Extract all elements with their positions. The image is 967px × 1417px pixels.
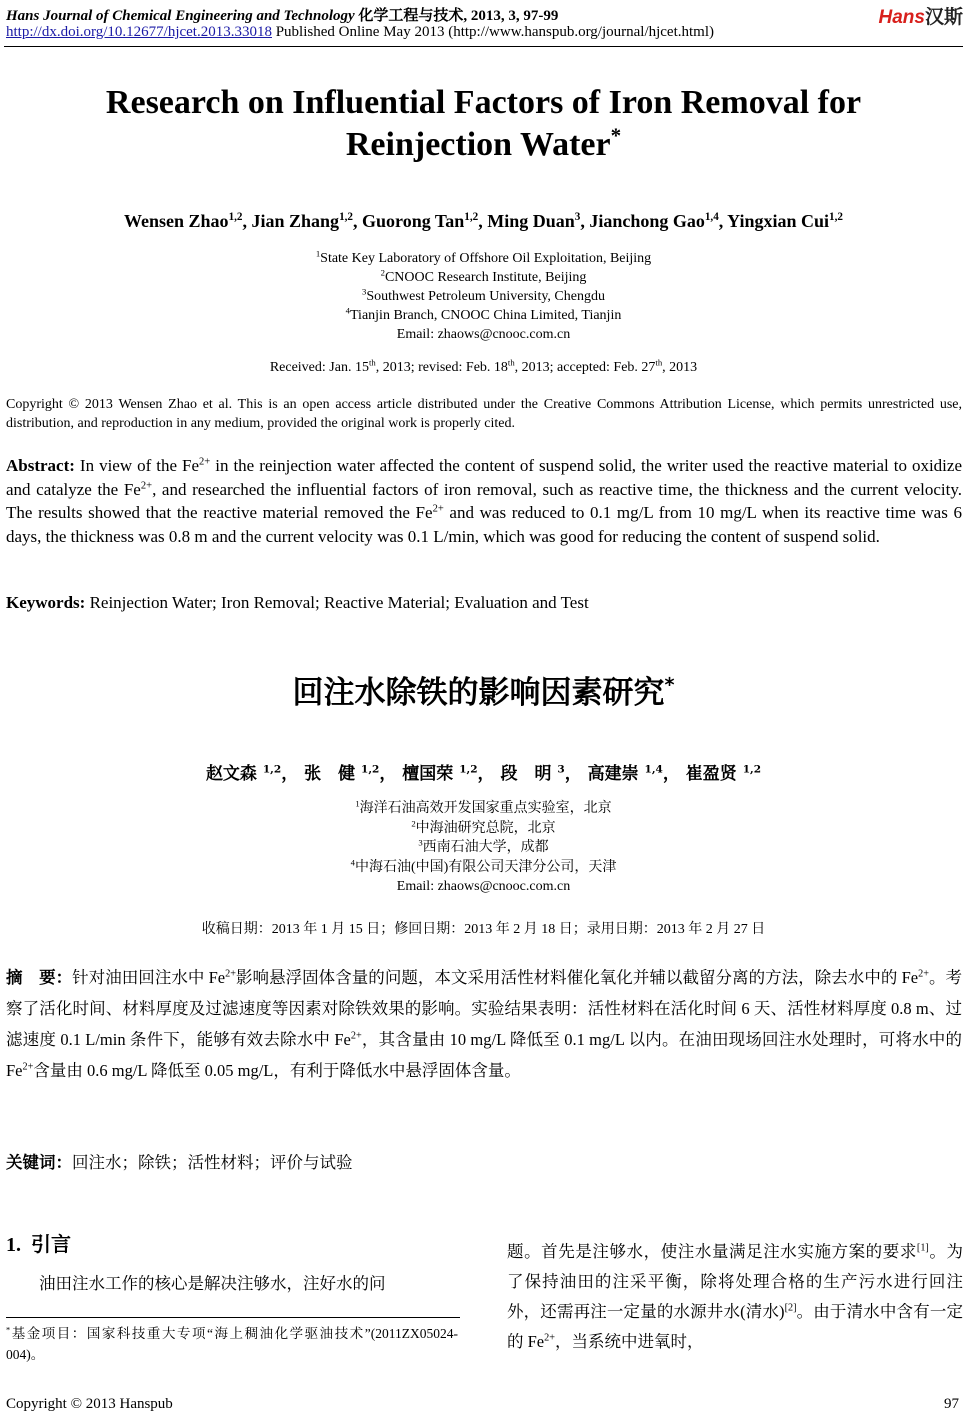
cn-title-text: 回注水除铁的影响因素研究: [292, 675, 665, 711]
keywords: [6, 593, 589, 613]
author-list: Wensen Zhao$^{1,2}$, Jian Zhang$^{1,2}$, Guorong Tan$^{1,2}$, Ming Duan$^3$, Jianchong Gao$^{1,4}$, Yingxian Cui$^{1,2}$: [124, 211, 843, 231]
journal-name: Hans Journal of Chemical Engineering and Technology: [6, 8, 355, 24]
section-heading: [6, 1228, 71, 1257]
email: Email: zhaows@cnooc.com.cn: [396, 327, 571, 342]
affiliation-text: Tianjin Branch, CNOOC China Limited, Tianjin: [350, 308, 622, 323]
abstract-label: Abstract:: [6, 456, 75, 475]
cn-keywords-label: 关键词：: [6, 1153, 72, 1172]
title-line-1: Research on Influential Factors of Iron Removal for: [105, 84, 862, 121]
keywords-label: Keywords:: [6, 593, 86, 612]
paragraph-text: ，当系统中进氧时，: [555, 1332, 704, 1351]
cn-email: Email: zhaows@cnooc.com.cn: [396, 879, 571, 894]
abstract-text: and was reduced to 0.1 mg/L from 10 mg/L when its reactive time was 6 days, the thickness was 0.8 m and the current velocity was 0.1 L/min, which was good for reducing the content of suspend solid.: [6, 503, 962, 546]
journal-name-cn: 化学工程与技术, 2013, 3, 97-99: [358, 8, 559, 24]
cn-abstract-text: 针对油田回注水中 Fe: [72, 968, 226, 987]
keywords-text: Reinjection Water; Iron Removal; Reactive Material; Evaluation and Test: [85, 593, 589, 612]
cn-affiliation: [0, 858, 967, 878]
cn-abstract-text: 。考察了活化时间、材料厚度及过滤速度等因素对除铁效果的影响。实验结果表明：活性材料在活化时间 6 天、活性材料厚度 0.8 m、过滤速度 0.1 L/min 条件下，能够有效去除水中 Fe: [6, 968, 963, 1049]
author-affiliation: 1,2: [339, 211, 354, 223]
ordinal-suffix: th: [368, 357, 376, 368]
affiliation-text: 中海油研究总院，北京: [415, 820, 556, 836]
affiliation-number: 3: [418, 837, 423, 848]
author-name: Jianchong Gao: [589, 211, 705, 231]
cn-abstract-text: 影响悬浮固体含量的问题，本文采用活性材料催化氧化并辅以截留分离的方法，除去水中的 Fe: [235, 968, 919, 987]
title-line-2: [0, 124, 967, 166]
affiliation-number: 4: [345, 305, 350, 316]
superscript: 2+: [225, 968, 236, 980]
journal-links: [6, 24, 714, 41]
affiliation-text: 海洋石油高效开发国家重点实验室，北京: [359, 801, 612, 816]
cn-affiliation: [0, 799, 967, 819]
affiliation: [0, 249, 967, 268]
title-footnote-mark: *: [664, 673, 675, 697]
cn-abstract: [6, 962, 962, 1086]
title-text-2: Reinjection Water: [345, 126, 611, 163]
title-footnote-mark: *: [610, 123, 622, 148]
paragraph-text: 。由于清水中含有一定的 Fe: [507, 1302, 963, 1351]
author-affiliation: 1,4: [644, 763, 663, 776]
superscript: 2+: [350, 1030, 362, 1042]
cn-affiliation-list: [0, 799, 967, 897]
year-text: , 2013: [662, 360, 698, 375]
received-dates: [0, 357, 967, 376]
revised-text: , 2013; revised: Feb. 18: [375, 360, 508, 375]
left-column-text: [6, 1270, 458, 1298]
copyright-notice: Copyright © 2013 Wensen Zhao et al. This is an open access article distributed under the Creative Commons Attribution License, which permits unrestricted use, distribution, and reproduction in any medium, provided the original work is properly cited.: [6, 397, 962, 431]
author-affiliation: 1,2: [262, 763, 282, 776]
affiliation-number: 1: [355, 798, 360, 809]
citation-ref[interactable]: [2]: [784, 1302, 797, 1314]
footnote-mark: *: [6, 1325, 11, 1335]
author-affiliation: 1,2: [464, 211, 479, 223]
abstract-text: , and researched the influential factors of iron removal, such as reactive time, the thickness and the current velocity. The results showed that the reactive material removed the Fe: [6, 479, 962, 522]
author-name: Yingxian Cui: [727, 211, 830, 231]
author-affiliation: 1,4: [704, 211, 719, 223]
cn-author-name: 崔盈贤: [685, 764, 737, 784]
cn-author-name: 张 健: [304, 764, 356, 784]
published-info: Published Online May 2013 (http://www.hanspub.org/journal/hjcet.html): [275, 24, 715, 40]
affiliation-number: 2: [411, 817, 416, 828]
affiliation-number: 2: [380, 267, 385, 278]
cn-abstract-text: 含量由 0.6 mg/L 降低至 0.05 mg/L，有利于降低水中悬浮固体含量。: [33, 1061, 521, 1080]
section-number: 1.: [6, 1234, 21, 1256]
paragraph: 油田注水工作的核心是解决注够水，注好水的问: [39, 1274, 386, 1293]
author-name: Jian Zhang: [251, 211, 340, 231]
superscript: 2+: [544, 1332, 555, 1344]
affiliation-number: 1: [315, 248, 321, 259]
author-affiliation: 1,2: [361, 763, 380, 776]
header-divider: [4, 46, 963, 47]
affiliation-list: [0, 249, 967, 344]
author-affiliation: 3: [557, 763, 565, 776]
logo-latin: Hans: [878, 7, 925, 28]
abstract: [6, 454, 962, 548]
author-name: Ming Duan: [487, 211, 575, 231]
superscript: 2+: [432, 503, 444, 515]
footnote-text: 基金项目：国家科技重大专项“海上稠油化学驱油技术”(2011ZX05024-004)。: [6, 1326, 458, 1362]
superscript: 2+: [22, 1061, 34, 1073]
hans-logo: [879, 2, 963, 29]
citation-ref[interactable]: [1]: [916, 1242, 929, 1254]
cn-author-list: 赵文森 $^{1,2}$， 张 健 $^{1,2}$， 檀国荣 $^{1,2}$， 段 明 $^3$， 高建崇 $^{1,4}$， 崔盈贤 $^{1,2}$: [205, 763, 762, 784]
abstract-text: in the reinjection water affected the content of suspend solid, the writer used the reactive material to oxidize and catalyze the Fe: [6, 456, 963, 499]
paper-title: [0, 82, 967, 166]
doi-link[interactable]: http://dx.doi.org/10.12677/hjcet.2013.33018: [6, 24, 272, 40]
accepted-text: , 2013; accepted: Feb. 27: [514, 360, 656, 375]
ordinal-suffix: th: [507, 357, 515, 368]
cn-author-name: 高建崇: [587, 764, 639, 784]
paragraph-text: 题。首先是注够水，使注水量满足注水实施方案的要求: [507, 1242, 917, 1261]
cn-author-name: 檀国荣: [402, 764, 454, 784]
author-affiliation: 1,2: [459, 763, 478, 776]
page-number: 97: [944, 1396, 959, 1412]
superscript: 2+: [199, 456, 211, 468]
author-affiliation: 1,2: [829, 211, 843, 223]
journal-header: [6, 4, 558, 25]
affiliation-text: State Key Laboratory of Offshore Oil Exploitation, Beijing: [320, 251, 652, 266]
affiliation-number: 3: [362, 286, 367, 297]
affiliation-text: Southwest Petroleum University, Chengdu: [366, 289, 605, 304]
author-affiliation: 3: [574, 211, 581, 223]
affiliation: [0, 268, 967, 287]
abstract-text: In view of the Fe: [74, 456, 200, 475]
superscript: 2+: [140, 479, 153, 491]
footer-copyright: Copyright © 2013 Hanspub: [6, 1396, 173, 1412]
ordinal-suffix: th: [655, 357, 663, 368]
affiliation: [0, 287, 967, 306]
author-affiliation: 1,2: [742, 763, 762, 776]
affiliation-text: 西南石油大学，成都: [422, 840, 549, 855]
affiliation: [0, 306, 967, 325]
cn-author-name: 赵文森: [205, 764, 257, 784]
cn-affiliation: [0, 819, 967, 839]
affiliation-number: 4: [350, 856, 355, 867]
cn-author-name: 段 明: [500, 764, 552, 784]
superscript: 2+: [918, 968, 929, 980]
author-affiliation: 1,2: [228, 211, 243, 223]
cn-affiliation: [0, 838, 967, 858]
cn-keywords: [6, 1149, 353, 1173]
cn-paper-title: [0, 667, 967, 712]
affiliation-text: 中海石油(中国)有限公司天津分公司，天津: [355, 859, 617, 875]
cn-abstract-label: 摘 要：: [6, 968, 73, 987]
right-column-text: [507, 1237, 963, 1357]
cn-keywords-text: 回注水；除铁；活性材料；评价与试验: [72, 1153, 353, 1172]
cn-abstract-text: ，其含量由 10 mg/L 降低至 0.1 mg/L 以内。在油田现场回注水处理时，可将水中的 Fe: [6, 1030, 962, 1080]
footnote-divider: [6, 1317, 460, 1318]
author-name: Wensen Zhao: [124, 211, 229, 231]
footnote: [6, 1323, 458, 1365]
author-name: Guorong Tan: [362, 211, 465, 231]
section-title: 引言: [31, 1234, 71, 1256]
cn-received-dates: 收稿日期：2013 年 1 月 15 日；修回日期：2013 年 2 月 18 日；录用日期：2013 年 2 月 27 日: [201, 922, 766, 937]
received-text: Received: Jan. 15: [269, 360, 369, 375]
logo-cn: 汉斯: [924, 7, 963, 28]
paragraph-text: 。为了保持油田的注采平衡，除将处理合格的生产污水进行回注外，还需再注一定量的水源井水(清水): [507, 1242, 964, 1321]
affiliation-text: CNOOC Research Institute, Beijing: [384, 270, 587, 285]
